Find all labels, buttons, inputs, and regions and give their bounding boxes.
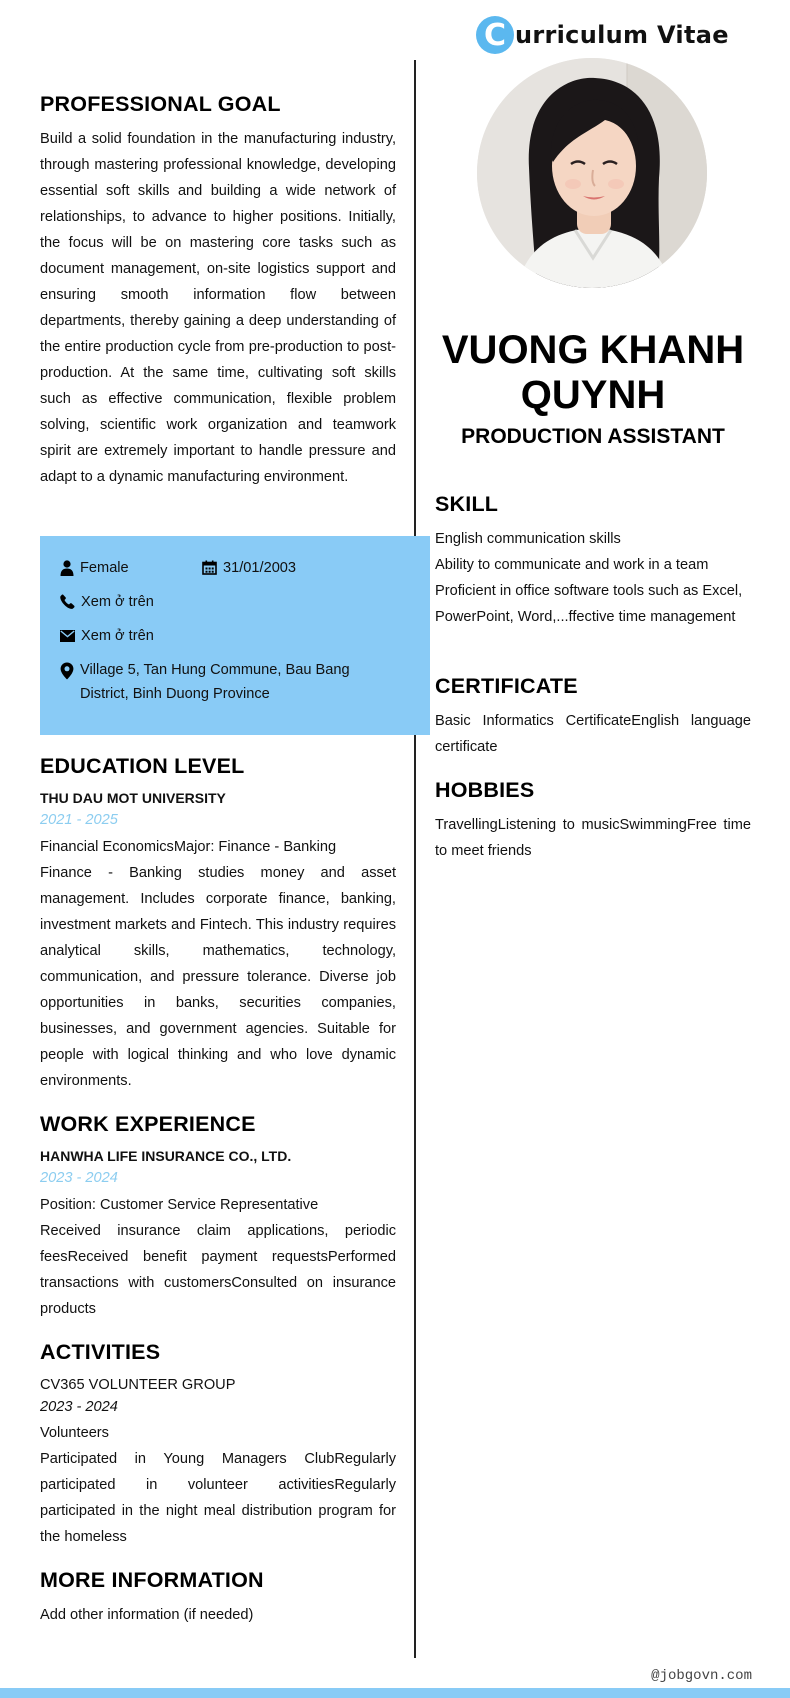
phone-value[interactable]: Xem ở trên <box>81 594 154 610</box>
address-row <box>60 658 370 706</box>
calendar-icon <box>202 560 217 575</box>
phone-row <box>60 590 154 614</box>
phone-icon <box>60 594 75 609</box>
certificate-title: CERTIFICATE <box>435 674 578 698</box>
gender-row <box>60 556 129 580</box>
cv-logo <box>476 16 729 54</box>
work-position: Position: Customer Service Representative <box>40 1197 319 1213</box>
logo-letter: C <box>483 17 507 53</box>
birthday-row <box>202 556 296 580</box>
profile-photo <box>477 58 707 288</box>
person-icon <box>60 560 74 576</box>
column-divider <box>414 60 416 1658</box>
skill-item: Proficient in office software tools such as Excel, PowerPoint, Word,...ffective time management <box>435 583 743 625</box>
portrait-illustration <box>477 58 707 288</box>
gender-value: Female <box>80 560 129 576</box>
activities-years: 2023 - 2024 <box>40 1399 118 1415</box>
work-company: HANWHA LIFE INSURANCE CO., LTD. <box>40 1148 292 1164</box>
work-title: WORK EXPERIENCE <box>40 1112 256 1136</box>
logo-circle <box>476 16 514 54</box>
education-major: Financial EconomicsMajor: Finance - Banking <box>40 839 337 855</box>
activities-role: Volunteers <box>40 1425 109 1441</box>
footer-watermark: @jobgovn.com <box>651 1668 752 1684</box>
birthday-value: 31/01/2003 <box>223 560 297 576</box>
more-text: Add other information (if needed) <box>40 1607 254 1623</box>
activities-description: Participated in Young Managers ClubRegularly participated in volunteer activitiesRegularly participated in the night meal distribution program for the homeless <box>40 1451 396 1545</box>
certificate-text: Basic Informatics CertificateEnglish language certificate <box>435 713 751 755</box>
education-title: EDUCATION LEVEL <box>40 754 245 778</box>
education-description: Finance - Banking studies money and asset management. Includes corporate finance, banking, investment markets and Fintech. This industry requires analytical skills, mathematics, technology, communication, and pressure tolerance. Diverse job opportunities in banks, securities companies, businesses, and government agencies. Suitable for people with logical thinking and who love dynamic environments. <box>40 865 396 1089</box>
activities-organization: CV365 VOLUNTEER GROUP <box>40 1377 236 1393</box>
full-name: VUONG KHANH QUYNH <box>441 328 745 417</box>
goal-title: PROFESSIONAL GOAL <box>40 92 281 116</box>
more-title: MORE INFORMATION <box>40 1568 264 1592</box>
activities-title: ACTIVITIES <box>40 1340 161 1364</box>
skill-item: Ability to communicate and work in a team <box>435 557 709 573</box>
email-row <box>60 624 154 648</box>
address-value: Village 5, Tan Hung Commune, Bau Bang District, Binh Duong Province <box>80 662 350 702</box>
job-position: PRODUCTION ASSISTANT <box>461 425 725 448</box>
location-pin-icon <box>60 662 74 680</box>
hobbies-text: TravellingListening to musicSwimmingFree time to meet friends <box>435 817 751 859</box>
skill-list <box>435 526 751 630</box>
bottom-accent-bar <box>0 1688 790 1698</box>
cv-logo-title: urriculum Vitae <box>515 21 729 49</box>
goal-text: Build a solid foundation in the manufacturing industry, through mastering professional knowledge, developing essential soft skills and building a wide network of relationships, to advance to higher positions. Initially, the focus will be on mastering core tasks such as document management, on-site logistics support and ensuring smooth information flow between departments, thereby gaining a deep understanding of the entire production cycle from pre-production to post-production. At the same time, cultivating soft skills such as effective communication, flexible problem solving, scientific work organization and teamwork spirit are extremely important to handle pressure and adapt to a dynamic manufacturing environment. <box>40 131 396 485</box>
email-icon <box>60 630 75 642</box>
skill-item: English communication skills <box>435 531 621 547</box>
hobbies-title: HOBBIES <box>435 778 535 802</box>
skill-title: SKILL <box>435 492 499 516</box>
education-school: THU DAU MOT UNIVERSITY <box>40 790 226 806</box>
work-description: Received insurance claim applications, periodic feesReceived benefit payment requestsPerformed transactions with customersConsulted on insurance products <box>40 1223 396 1317</box>
email-value[interactable]: Xem ở trên <box>81 628 154 644</box>
education-years: 2021 - 2025 <box>40 812 118 828</box>
work-years: 2023 - 2024 <box>40 1170 118 1186</box>
